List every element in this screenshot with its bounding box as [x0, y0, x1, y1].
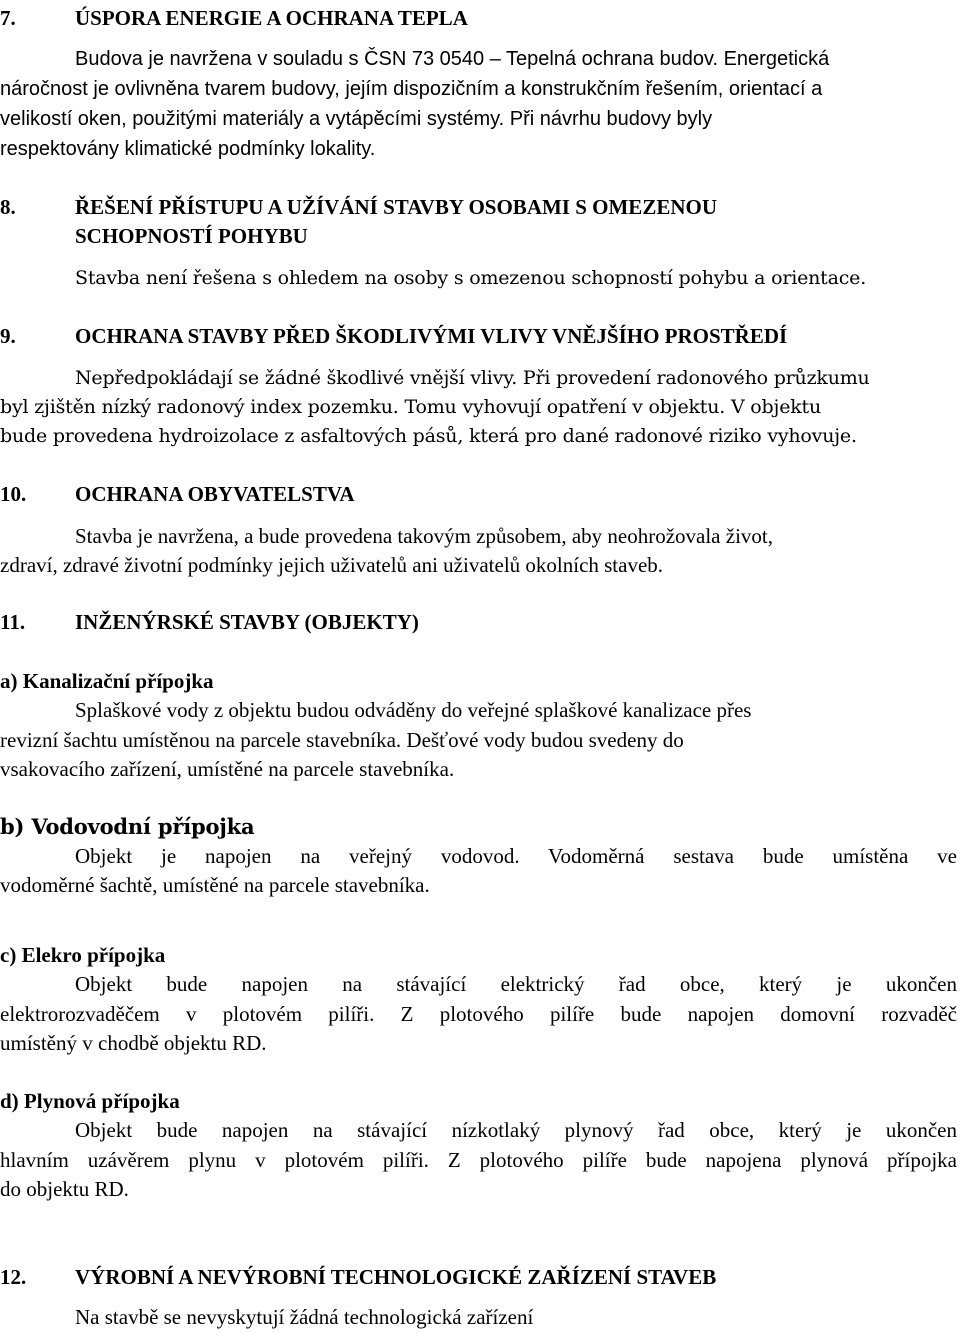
- subsection-b-heading: b) Vodovodní přípojka: [0, 814, 255, 839]
- paragraph-line: byl zjištěn nízký radonový index pozemku. Tomu vyhovují opatření v objektu. V objektu: [0, 396, 822, 418]
- paragraph-line: do objektu RD.: [0, 1177, 129, 1201]
- section-number: 8.: [0, 195, 16, 219]
- paragraph-line: elektrorozvaděčem v plotovém pilíři. Z plotového pilíře bude napojen domovní rozvaděč: [0, 1002, 957, 1026]
- section-title: OCHRANA STAVBY PŘED ŠKODLIVÝMI VLIVY VNĚJŠÍHO PROSTŘEDÍ: [75, 324, 788, 348]
- paragraph-line: Objekt bude napojen na stávající elektrický řad obce, který je ukončen: [75, 972, 957, 996]
- paragraph-line: vodoměrné šachtě, umístěné na parcele stavebníka.: [0, 873, 430, 897]
- section-number: 9.: [0, 324, 16, 348]
- section-title: VÝROBNÍ A NEVÝROBNÍ TECHNOLOGICKÉ ZAŘÍZENÍ STAVEB: [75, 1265, 717, 1289]
- paragraph-line: umístěný v chodbě objektu RD.: [0, 1031, 267, 1055]
- section-title: ŘEŠENÍ PŘÍSTUPU A UŽÍVÁNÍ STAVBY OSOBAMI S OMEZENOU: [75, 195, 717, 219]
- paragraph-line: vsakovacího zařízení, umístěné na parcele stavebníka.: [0, 757, 455, 781]
- subsection-c-heading: c) Elekro přípojka: [0, 943, 166, 967]
- paragraph-line: revizní šachtu umístěnou na parcele stavebníka. Dešťové vody budou svedeny do: [0, 728, 684, 752]
- paragraph-line: hlavním uzávěrem plynu v plotovém pilíři. Z plotového pilíře bude napojena plynová přípojka: [0, 1148, 957, 1172]
- section-title: OCHRANA OBYVATELSTVA: [75, 482, 355, 506]
- section-title: ÚSPORA ENERGIE A OCHRANA TEPLA: [75, 6, 468, 30]
- section-title: INŽENÝRSKÉ STAVBY (OBJEKTY): [75, 610, 419, 634]
- paragraph-line: zdraví, zdravé životní podmínky jejich uživatelů ani uživatelů okolních staveb.: [0, 553, 664, 577]
- paragraph-line: Objekt je napojen na veřejný vodovod. Vodoměrná sestava bude umístěna ve: [75, 844, 957, 868]
- subsection-a-heading: a) Kanalizační přípojka: [0, 669, 214, 693]
- paragraph-line: Na stavbě se nevyskytují žádná technologická zařízení: [75, 1305, 534, 1329]
- paragraph-line: respektovány klimatické podmínky lokality.: [0, 138, 376, 160]
- paragraph-line: Nepředpokládají se žádné škodlivé vnější vlivy. Při provedení radonového průzkumu: [75, 367, 870, 389]
- section-number: 12.: [0, 1265, 27, 1289]
- paragraph-line: Stavba je navržena, a bude provedena takovým způsobem, aby neohrožovala život,: [75, 524, 773, 548]
- section-number: 7.: [0, 6, 16, 30]
- paragraph-line: bude provedena hydroizolace z asfaltových pásů, která pro dané radonové riziko vyhovuje.: [0, 425, 857, 447]
- section-number: 11.: [0, 610, 26, 634]
- paragraph-line: velikostí oken, použitými materiály a vytápěcími systémy. Při návrhu budovy byly: [0, 108, 713, 130]
- paragraph-line: Budova je navržena v souladu s ČSN 73 0540 – Tepelná ochrana budov. Energetická: [75, 48, 830, 70]
- subsection-d-heading: d) Plynová přípojka: [0, 1089, 180, 1113]
- paragraph-line: Stavba není řešena s ohledem na osoby s omezenou schopností pohybu a orientace.: [75, 267, 867, 289]
- paragraph-line: Splaškové vody z objektu budou odváděny do veřejné splaškové kanalizace přes: [75, 698, 752, 722]
- paragraph-line: Objekt bude napojen na stávající nízkotlaký plynový řad obce, který je ukončen: [75, 1118, 957, 1142]
- paragraph-line: náročnost je ovlivněna tvarem budovy, jejím dispozičním a konstrukčním řešením, orientací a: [0, 78, 823, 100]
- section-number: 10.: [0, 482, 27, 506]
- section-title-cont: SCHOPNOSTÍ POHYBU: [75, 224, 308, 248]
